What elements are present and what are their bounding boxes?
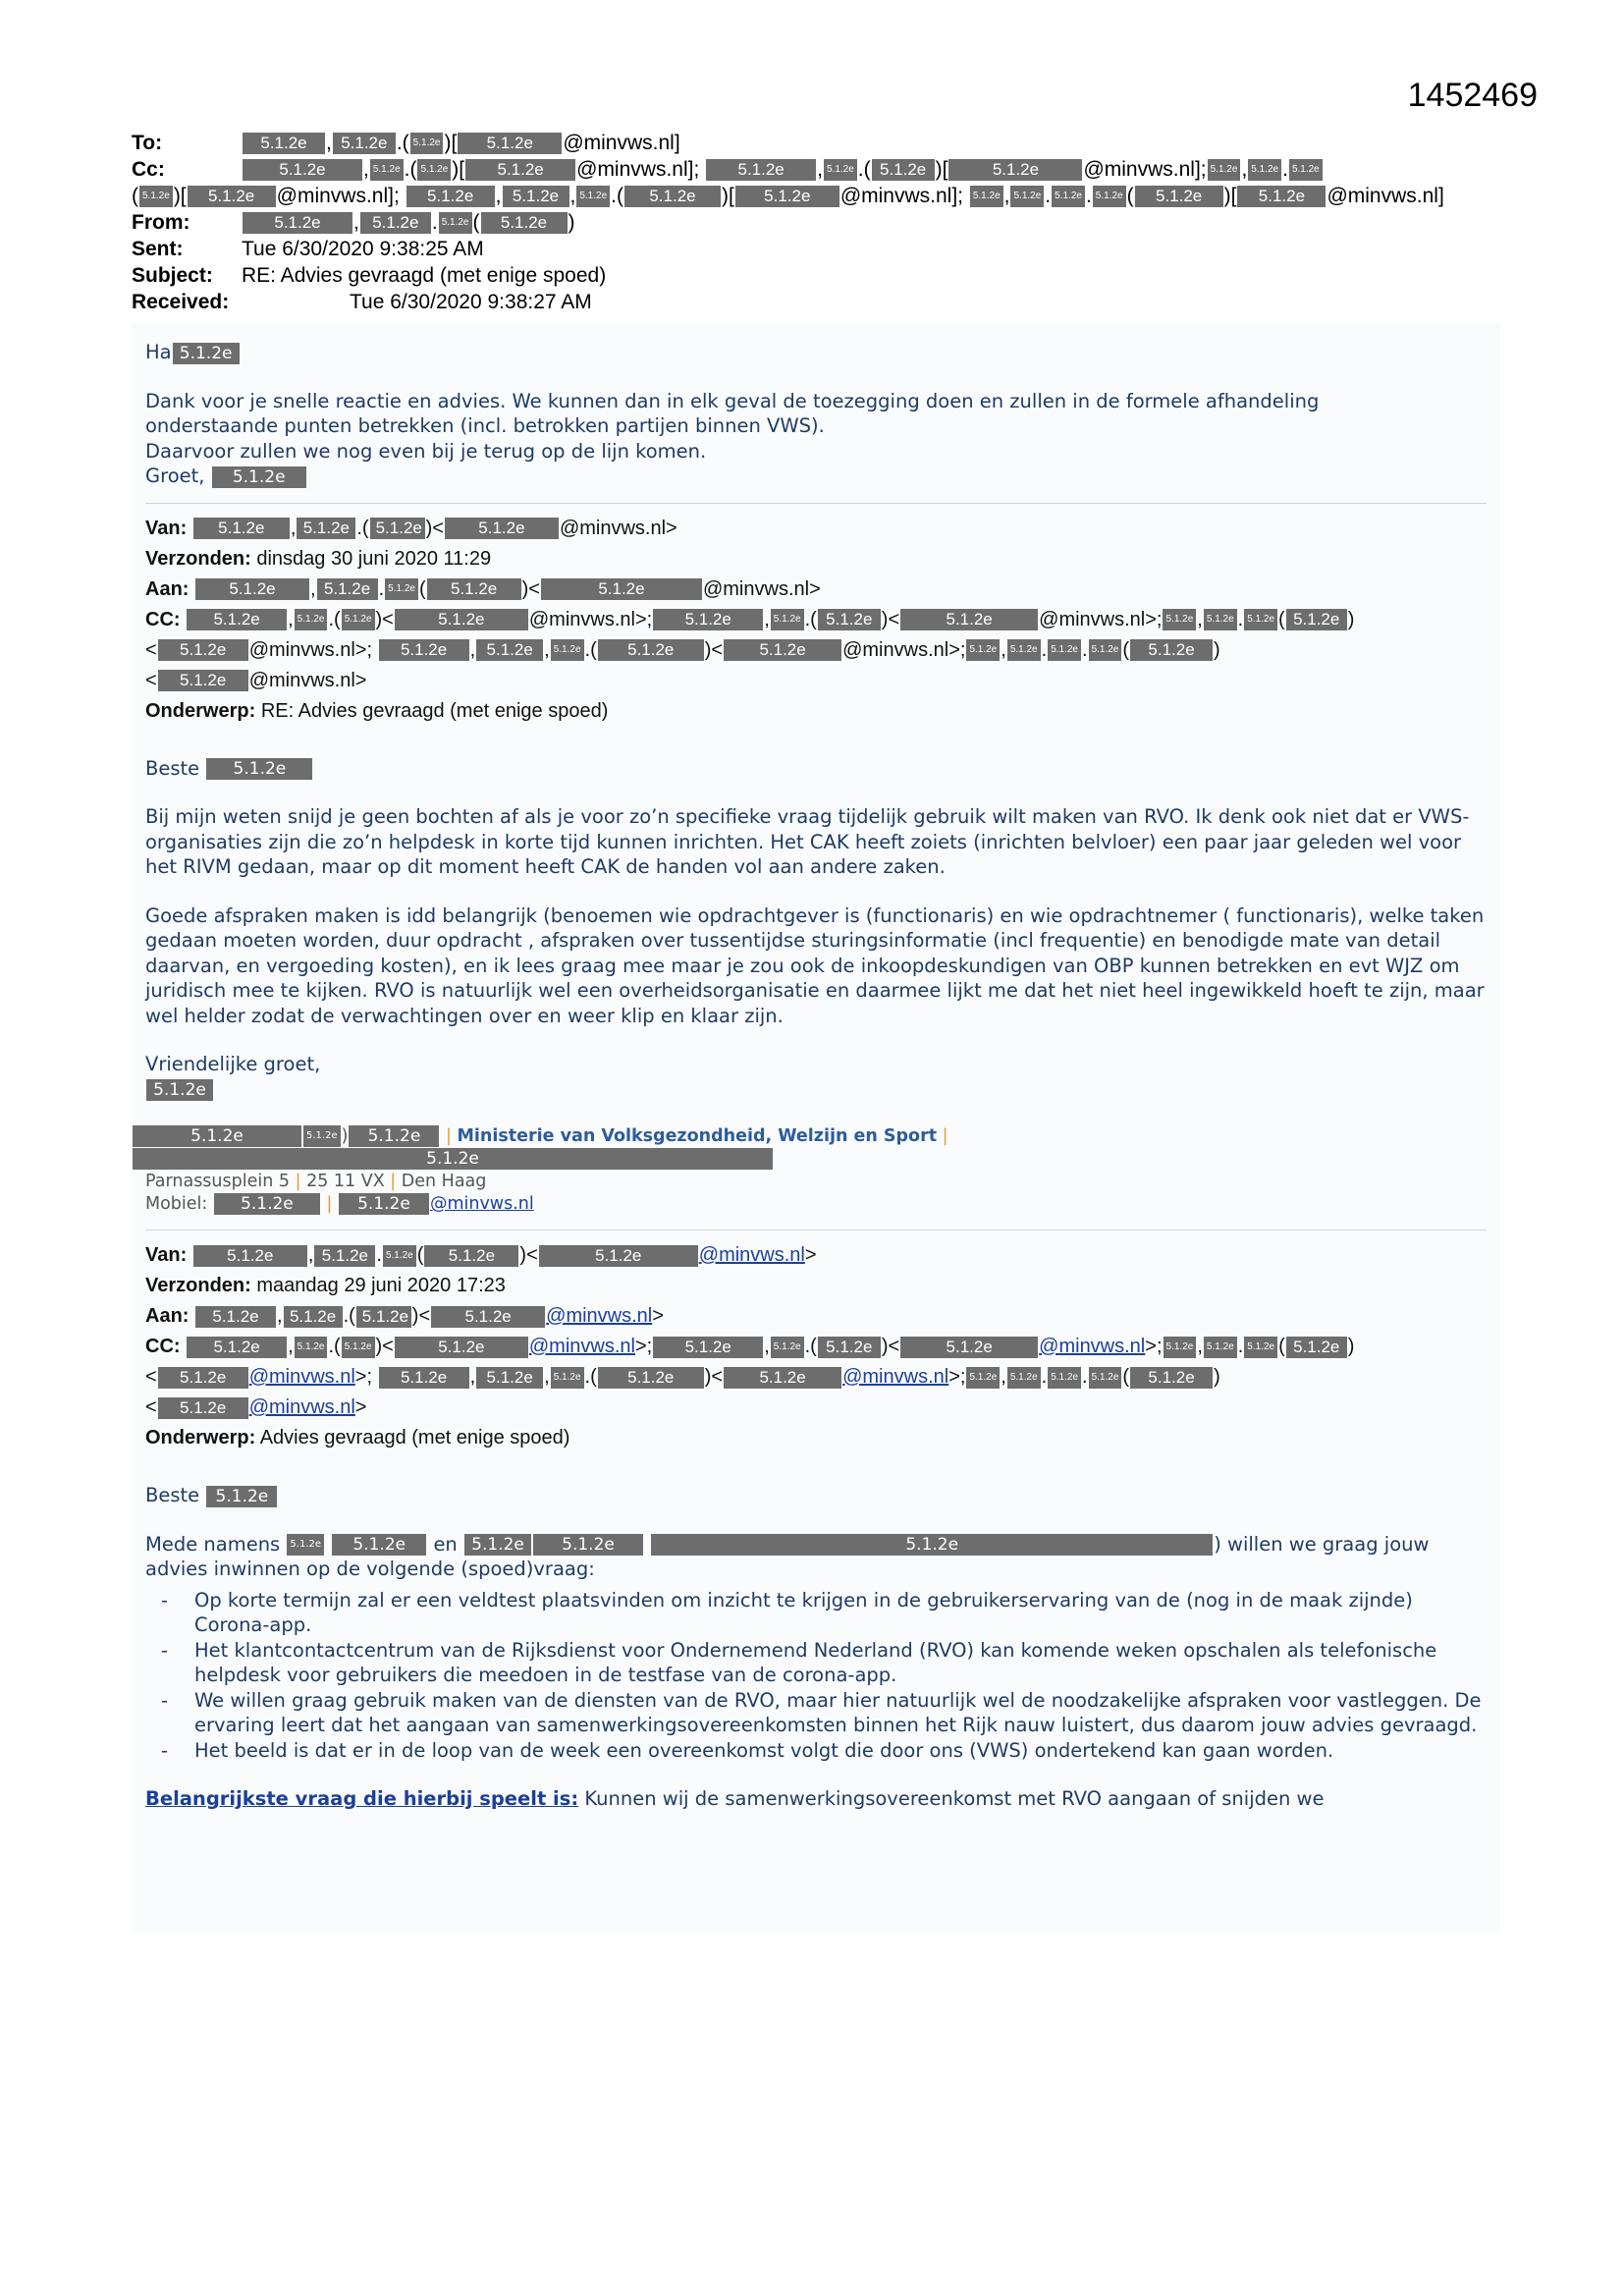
signature-ministry: Ministerie van Volksgezondheid, Welzijn en Sport bbox=[457, 1126, 938, 1146]
sent-row bbox=[132, 236, 1526, 262]
msg2-aan-row: Aan: 5.1.2e , 5.1.2e .( 5.1.2e )< 5.1.2e @minvws.nl> bbox=[145, 1305, 664, 1327]
redaction: 5.1.2e bbox=[314, 1245, 375, 1267]
list-item: - Op korte termijn zal er een veldtest plaatsvinden om inzicht te krijgen in de gebruikerservaring van de (nog in de maak zijnde) Corona-app. bbox=[194, 1588, 1487, 1638]
redaction: 5.1.2e bbox=[1093, 186, 1126, 207]
redaction: 5.1.2e bbox=[1164, 1337, 1197, 1358]
redaction: 5.1.2e bbox=[1204, 1337, 1237, 1358]
msg2-greeting: Beste 5.1.2e bbox=[145, 1483, 1487, 1508]
redaction: 5.1.2e bbox=[735, 186, 839, 207]
redaction: 5.1.2e bbox=[1286, 609, 1347, 630]
received-row bbox=[132, 289, 1526, 315]
reply-line-1: Dank voor je snelle reactie en advies. We kunnen dan in elk geval de toezegging doen en zullen in de formele afhandeling bbox=[145, 389, 1320, 412]
redaction: 5.1.2e bbox=[424, 1245, 518, 1267]
redaction: 5.1.2e bbox=[533, 1534, 643, 1556]
redaction: 5.1.2e bbox=[431, 1306, 545, 1328]
redaction: 5.1.2e bbox=[900, 1337, 1038, 1358]
cc-row bbox=[132, 156, 1526, 183]
received-value: Tue 6/30/2020 9:38:27 AM bbox=[350, 291, 592, 313]
redaction: 5.1.2e bbox=[598, 639, 704, 661]
redaction: 5.1.2e bbox=[1244, 1337, 1277, 1358]
redaction: 5.1.2e bbox=[872, 159, 935, 181]
msg2-van-row: Van: 5.1.2e , 5.1.2e . 5.1.2e ( 5.1.2e )< 5.1.2e @minvws.nl> bbox=[145, 1244, 817, 1266]
redaction: 5.1.2e bbox=[243, 212, 352, 234]
redaction: 5.1.2e bbox=[476, 1367, 543, 1389]
list-item: - Het klantcontactcentrum van de Rijksdienst voor Ondernemend Nederland (RVO) kan komende weken opschalen als telefonische helpdesk voor gebruikers die meedoen in de testfase van de corona-app. bbox=[194, 1638, 1487, 1688]
redaction: 5.1.2e bbox=[539, 1245, 698, 1267]
subject-row bbox=[132, 262, 1526, 289]
redaction: 5.1.2e bbox=[297, 518, 355, 539]
redaction: 5.1.2e bbox=[332, 1534, 426, 1556]
redaction: 5.1.2e bbox=[706, 159, 816, 181]
redaction: 5.1.2e bbox=[349, 1125, 439, 1147]
redaction: 5.1.2e bbox=[342, 1337, 375, 1358]
redaction: 5.1.2e bbox=[158, 639, 248, 661]
sent-value: Tue 6/30/2020 9:38:25 AM bbox=[242, 238, 484, 260]
msg2-cc-email[interactable]: @minvws.nl bbox=[528, 1336, 635, 1357]
redaction: 5.1.2e bbox=[370, 159, 404, 181]
redaction: 5.1.2e bbox=[1244, 609, 1277, 630]
message-2-meta bbox=[145, 1240, 1487, 1453]
reply-greeting: Ha 5.1.2e bbox=[145, 340, 1487, 365]
redaction: 5.1.2e bbox=[158, 670, 248, 691]
redaction: 5.1.2e bbox=[624, 186, 721, 207]
redaction: 5.1.2e bbox=[342, 609, 375, 630]
redaction: 5.1.2e bbox=[317, 578, 378, 600]
to-value: 5.1.2e , 5.1.2e .( 5.1.2e )[ 5.1.2e @minvws.nl] bbox=[242, 130, 680, 156]
redaction: 5.1.2e bbox=[295, 609, 328, 630]
redaction: 5.1.2e bbox=[295, 1337, 328, 1358]
redaction: 5.1.2e bbox=[379, 1367, 469, 1389]
redaction: 5.1.2e bbox=[651, 1534, 1213, 1556]
cc-value: 5.1.2e , 5.1.2e .( 5.1.2e )[ 5.1.2e @minvws.nl]; 5.1.2e , 5.1.2e .( 5.1.2e )[ 5.1.2e @minvws.nl]; 5.1.2e , 5.1.2e . 5.1.2e bbox=[242, 156, 1324, 183]
redaction: 5.1.2e bbox=[173, 343, 240, 364]
redaction: 5.1.2e bbox=[481, 212, 568, 234]
signature bbox=[132, 1125, 1487, 1216]
received-label: Received: bbox=[132, 291, 230, 313]
cc-value-continued: ( 5.1.2e )[ 5.1.2e @minvws.nl]; 5.1.2e , 5.1.2e , 5.1.2e .( 5.1.2e )[ 5.1.2e @minvws.nl]; 5.1.2e , 5.1.2e . 5.1.2e . 5.1.2e ( 5.1.2e )[ 5.1.2e @minvws.nl] bbox=[132, 185, 1444, 207]
redaction: 5.1.2e bbox=[464, 1534, 531, 1556]
msg1-verzonden-row: Verzonden: dinsdag 30 juni 2020 11:29 bbox=[145, 547, 492, 570]
msg2-onderwerp-row: Onderwerp: Advies gevraagd (met enige spoed) bbox=[145, 1427, 570, 1449]
subject-label: Subject: bbox=[132, 264, 213, 287]
document-id: 1452469 bbox=[1407, 77, 1538, 114]
redaction: 5.1.2e bbox=[212, 466, 306, 488]
redaction: 5.1.2e bbox=[551, 1367, 584, 1389]
redaction: 5.1.2e bbox=[503, 186, 569, 207]
redaction: 5.1.2e bbox=[146, 1079, 213, 1101]
msg2-cc-email[interactable]: @minvws.nl bbox=[1039, 1336, 1146, 1357]
redaction: 5.1.2e bbox=[458, 133, 562, 154]
to-domain: @minvws.nl] bbox=[563, 132, 680, 154]
redaction: 5.1.2e bbox=[900, 609, 1038, 630]
redaction: 5.1.2e bbox=[824, 159, 857, 181]
redaction: 5.1.2e bbox=[243, 133, 325, 154]
msg2-cc-email[interactable]: @minvws.nl bbox=[842, 1366, 949, 1388]
redaction: 5.1.2e bbox=[1208, 159, 1241, 181]
msg1-cc-row: CC: 5.1.2e , 5.1.2e .( 5.1.2e )< 5.1.2e @minvws.nl>; 5.1.2e , 5.1.2e .( 5.1.2e )< 5.1.2e @minvws.nl>; 5.1.2e , 5.1.2e . 5.1.2e ( 5.1.2e ) bbox=[145, 608, 1355, 630]
redaction: 5.1.2e bbox=[771, 1337, 804, 1358]
redaction: 5.1.2e bbox=[417, 159, 451, 181]
redaction: 5.1.2e bbox=[287, 1534, 324, 1556]
redaction: 5.1.2e bbox=[1237, 186, 1326, 207]
redaction: 5.1.2e bbox=[818, 1337, 881, 1358]
redaction: 5.1.2e bbox=[445, 518, 559, 539]
redaction: 5.1.2e bbox=[427, 578, 521, 600]
question-label: Belangrijkste vraag die hierbij speelt is: bbox=[145, 1787, 579, 1810]
redaction: 5.1.2e bbox=[1289, 159, 1323, 181]
list-item: - Het beeld is dat er in de loop van de week een overeenkomst volgt die door ons (VWS) ondertekend kan gaan worden. bbox=[194, 1738, 1487, 1764]
redaction: 5.1.2e bbox=[284, 1306, 343, 1328]
redaction: 5.1.2e bbox=[1007, 1367, 1041, 1389]
redaction: 5.1.2e bbox=[195, 578, 309, 600]
redaction: 5.1.2e bbox=[158, 1367, 248, 1389]
redaction: 5.1.2e bbox=[385, 578, 418, 600]
redaction: 5.1.2e bbox=[818, 609, 881, 630]
redaction: 5.1.2e bbox=[187, 609, 287, 630]
redaction: 5.1.2e bbox=[948, 159, 1082, 181]
redaction: 5.1.2e bbox=[771, 609, 804, 630]
redaction: 5.1.2e bbox=[303, 1125, 341, 1147]
signature-email-link[interactable]: @minvws.nl bbox=[429, 1194, 534, 1214]
redaction: 5.1.2e bbox=[1048, 1367, 1081, 1389]
cc-domain: @minvws.nl]; bbox=[576, 158, 700, 181]
email-header bbox=[132, 130, 1526, 315]
redaction: 5.1.2e bbox=[439, 212, 472, 234]
msg1-van-row: Van: 5.1.2e , 5.1.2e .( 5.1.2e )< 5.1.2e @minvws.nl> bbox=[145, 517, 677, 539]
subject-value: RE: Advies gevraagd (met enige spoed) bbox=[242, 264, 607, 287]
redaction: 5.1.2e bbox=[724, 1367, 841, 1389]
msg2-bullet-list bbox=[145, 1588, 1487, 1764]
cc-label: Cc: bbox=[132, 158, 165, 181]
redaction: 5.1.2e bbox=[406, 186, 495, 207]
redaction: 5.1.2e bbox=[476, 639, 543, 661]
redaction: 5.1.2e bbox=[193, 1245, 307, 1267]
redaction: 5.1.2e bbox=[1130, 1367, 1213, 1389]
reply-closing: Groet, 5.1.2e bbox=[145, 464, 1487, 489]
msg2-intro-2: advies inwinnen op de volgende (spoed)vraag: bbox=[145, 1558, 595, 1580]
msg1-sender bbox=[145, 1077, 1487, 1103]
redaction: 5.1.2e bbox=[465, 159, 575, 181]
question-text: Kunnen wij de samenwerkingsovereenkomst met RVO aangaan of snijden we bbox=[584, 1787, 1325, 1810]
redaction: 5.1.2e bbox=[410, 133, 444, 154]
redaction: 5.1.2e bbox=[206, 1486, 277, 1507]
redaction: 5.1.2e bbox=[1135, 186, 1223, 207]
to-label: To: bbox=[132, 132, 163, 154]
redaction: 5.1.2e bbox=[598, 1367, 704, 1389]
reply-line-3: Daarvoor zullen we nog even bij je terug op de lijn komen. bbox=[145, 439, 707, 463]
reply-message bbox=[132, 322, 1500, 1812]
redaction: 5.1.2e bbox=[133, 1148, 773, 1170]
separator bbox=[145, 503, 1487, 504]
redaction: 5.1.2e bbox=[1286, 1337, 1347, 1358]
from-row bbox=[132, 209, 1526, 236]
cc-domain-3: @minvws.nl]; bbox=[276, 185, 400, 207]
redaction: 5.1.2e bbox=[339, 1193, 429, 1215]
redaction: 5.1.2e bbox=[1089, 639, 1122, 661]
msg2-question bbox=[145, 1786, 1487, 1812]
redaction: 5.1.2e bbox=[243, 159, 362, 181]
msg1-onderwerp-row: Onderwerp: RE: Advies gevraagd (met enige spoed) bbox=[145, 699, 609, 722]
redaction: 5.1.2e bbox=[139, 186, 173, 207]
to-row bbox=[132, 130, 1526, 156]
msg2-verzonden-row: Verzonden: maandag 29 juni 2020 17:23 bbox=[145, 1275, 506, 1296]
redaction: 5.1.2e bbox=[188, 186, 276, 207]
redaction: 5.1.2e bbox=[1048, 639, 1081, 661]
redaction: 5.1.2e bbox=[1163, 609, 1196, 630]
redaction: 5.1.2e bbox=[383, 1245, 416, 1267]
redaction: 5.1.2e bbox=[370, 518, 425, 539]
signature-address: Parnassusplein 5 | 25 11 VX | Den Haag bbox=[145, 1172, 487, 1191]
email-body bbox=[132, 322, 1500, 1933]
msg1-greeting: Beste 5.1.2e bbox=[145, 756, 1487, 782]
signature-name-row: 5.1.2e 5.1.2e ) 5.1.2e | Ministerie van Volksgezondheid, Welzijn en Sport | bbox=[132, 1125, 1487, 1148]
redaction: 5.1.2e bbox=[966, 639, 1000, 661]
redaction: 5.1.2e bbox=[966, 1367, 1000, 1389]
redaction: 5.1.2e bbox=[1248, 159, 1281, 181]
signature-title-row bbox=[132, 1148, 1487, 1171]
redaction: 5.1.2e bbox=[195, 1306, 276, 1328]
redaction: 5.1.2e bbox=[333, 133, 396, 154]
redaction: 5.1.2e bbox=[395, 1337, 528, 1358]
redaction: 5.1.2e bbox=[214, 1193, 320, 1215]
msg2-cc-row-2: < 5.1.2e @minvws.nl>; 5.1.2e , 5.1.2e , 5.1.2e .( 5.1.2e )< 5.1.2e @minvws.nl>; 5.1.2e , 5.1.2e . 5.1.2e . 5.1.2e ( 5.1.2e ) bbox=[145, 1366, 1220, 1388]
redaction: 5.1.2e bbox=[541, 578, 702, 600]
signature-mobile: Mobiel: 5.1.2e | 5.1.2e @minvws.nl bbox=[145, 1194, 534, 1214]
list-item: - We willen graag gebruik maken van de diensten van de RVO, maar hier natuurlijk wel de noodzakelijke afspraken voor vastleggen. De ervaring leert dat het aangaan van samenwerkingsovereenkomsten binnen het Rijk nauw luistert, dus daarom jouw advies gevraagd. bbox=[194, 1688, 1487, 1738]
redaction: 5.1.2e bbox=[206, 758, 312, 780]
from-value: 5.1.2e , 5.1.2e . 5.1.2e ( 5.1.2e ) bbox=[242, 209, 575, 236]
redaction: 5.1.2e bbox=[193, 518, 290, 539]
redaction: 5.1.2e bbox=[1089, 1367, 1122, 1389]
redaction: 5.1.2e bbox=[1204, 609, 1237, 630]
cc-domain-5: @minvws.nl] bbox=[1326, 185, 1444, 207]
cc-domain-2: @minvws.nl]; bbox=[1083, 158, 1207, 181]
redaction: 5.1.2e bbox=[360, 212, 431, 234]
redaction: 5.1.2e bbox=[576, 186, 610, 207]
msg1-cc-row-3: < 5.1.2e @minvws.nl> bbox=[145, 669, 367, 691]
redaction: 5.1.2e bbox=[379, 639, 469, 661]
redaction: 5.1.2e bbox=[395, 609, 528, 630]
sent-label: Sent: bbox=[132, 238, 184, 260]
redaction: 5.1.2e bbox=[1052, 186, 1085, 207]
redaction: 5.1.2e bbox=[1007, 639, 1041, 661]
redaction: 5.1.2e bbox=[158, 1397, 248, 1419]
redaction: 5.1.2e bbox=[970, 186, 1003, 207]
redaction: 5.1.2e bbox=[653, 1337, 763, 1358]
msg1-paragraph-2: Goede afspraken maken is idd belangrijk (benoemen wie opdrachtgever is (functionaris) en wie opdrachtnemer ( functionaris), welke taken gedaan moeten worden, duur opdracht , afspraken over tussentijdse sturingsinformatie (incl frequentie) en benodigde mate van detail daarvan, en vergoeding kosten), en ik lees graag mee maar je zou ook de inkoopdeskundigen van OBP kunnen betrekken en evt WJZ om juridisch mee te kijken. RVO is natuurlijk wel een overheidsorganisatie en daarmee lijkt me dat het niet heel ingewikkeld hoeft te zijn, maar wel helder zodat de verwachtingen over en weer klip en klaar zijn. bbox=[145, 903, 1485, 1027]
redaction: 5.1.2e bbox=[356, 1306, 411, 1328]
msg1-closing: Vriendelijke groet, bbox=[145, 1053, 321, 1075]
redaction: 5.1.2e bbox=[551, 639, 584, 661]
from-label: From: bbox=[132, 211, 190, 234]
msg1-paragraph-1: Bij mijn weten snijd je geen bochten af als je voor zo’n specifieke vraag tijdelijk gebruik wilt maken van RVO. Ik denk ook niet dat er VWS-organisaties zijn die zo’n helpdesk in korte tijd kunnen inrichten. Het CAK heeft zoiets (inrichten belvloer) een paar jaar geleden wel voor het RIVM gedaan, maar op dit moment heeft CAK de handen vol aan andere zaken. bbox=[145, 805, 1470, 878]
msg2-cc-email[interactable]: @minvws.nl bbox=[248, 1396, 355, 1418]
msg1-aan-row: Aan: 5.1.2e , 5.1.2e . 5.1.2e ( 5.1.2e )< 5.1.2e @minvws.nl> bbox=[145, 577, 821, 600]
redaction: 5.1.2e bbox=[133, 1125, 301, 1147]
redaction: 5.1.2e bbox=[1010, 186, 1044, 207]
redaction: 5.1.2e bbox=[1130, 639, 1213, 661]
cc-domain-4: @minvws.nl]; bbox=[839, 185, 963, 207]
cc-row-continued bbox=[132, 183, 1526, 209]
message-1-meta bbox=[145, 514, 1487, 727]
msg2-cc-row: CC: 5.1.2e , 5.1.2e .( 5.1.2e )< 5.1.2e @minvws.nl>; 5.1.2e , 5.1.2e .( 5.1.2e )< 5.1.2e @minvws.nl>; 5.1.2e , 5.1.2e . 5.1.2e ( 5.1.2e ) bbox=[145, 1336, 1355, 1357]
msg1-cc-row-2: < 5.1.2e @minvws.nl>; 5.1.2e , 5.1.2e , 5.1.2e .( 5.1.2e )< 5.1.2e @minvws.nl>; 5.1.2e , 5.1.2e . 5.1.2e . 5.1.2e ( 5.1.2e ) bbox=[145, 638, 1220, 661]
msg2-cc-email[interactable]: @minvws.nl bbox=[248, 1366, 355, 1388]
msg2-van-email[interactable]: @minvws.nl bbox=[698, 1244, 805, 1266]
redaction: 5.1.2e bbox=[187, 1337, 287, 1358]
redaction: 5.1.2e bbox=[653, 609, 763, 630]
msg2-cc-row-3: < 5.1.2e @minvws.nl> bbox=[145, 1396, 367, 1418]
reply-line-2: onderstaande punten betrekken (incl. betrokken partijen binnen VWS). bbox=[145, 414, 825, 437]
msg2-aan-email[interactable]: @minvws.nl bbox=[546, 1305, 653, 1327]
redaction: 5.1.2e bbox=[724, 639, 841, 661]
msg2-intro: Mede namens 5.1.2e 5.1.2e en 5.1.2e 5.1.2e 5.1.2e ) willen we graag jouw bbox=[145, 1532, 1430, 1556]
